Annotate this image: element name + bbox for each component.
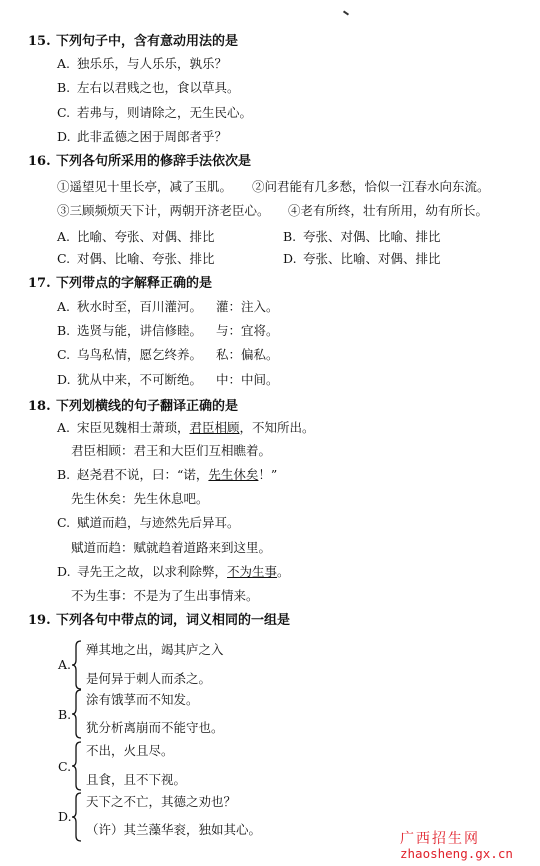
q15-option-d[interactable] xyxy=(57,128,227,146)
option-text: 夸张、比喻、对偶、排比 xyxy=(303,251,441,266)
option-label: B. xyxy=(57,80,71,95)
q19-option-c-label[interactable]: C. xyxy=(58,759,72,774)
option-label: C. xyxy=(57,347,71,362)
option-label: C. xyxy=(57,251,71,266)
option-text: 独乐乐，与人乐乐，孰乐？ xyxy=(77,56,228,71)
option-text: 夸张、对偶、比喻、排比 xyxy=(303,229,441,244)
question-number: 18. xyxy=(28,399,51,414)
q18-option-c[interactable] xyxy=(57,514,240,532)
option-text: 乌鸟私情，愿乞终养。 xyxy=(77,347,203,362)
watermark-url: zhaosheng.gx.cn xyxy=(400,846,513,861)
q18-option-d[interactable] xyxy=(57,563,290,581)
option-text: 。 xyxy=(277,564,290,579)
option-text: 此非孟德之困于周郎者乎？ xyxy=(77,129,228,144)
q16-sentence-1: ①遥望见十里长亭，减了玉肌。 xyxy=(57,179,233,194)
option-text: 宋臣见魏相士萧琐， xyxy=(77,420,190,435)
option-label: C. xyxy=(57,105,71,120)
q18-option-a-translation: 君臣相顾：君王和大臣们互相瞧着。 xyxy=(71,443,272,458)
option-text: 对偶、比喻、夸张、排比 xyxy=(77,251,215,266)
underlined-phrase: 先生休矣 xyxy=(208,467,259,482)
brace-icon xyxy=(72,792,82,842)
q17-option-c[interactable] xyxy=(57,346,279,364)
question-number: 16. xyxy=(28,154,51,169)
q17-option-a[interactable] xyxy=(57,298,279,316)
watermark-site-name: 广西招生网 xyxy=(400,831,480,847)
option-label: C. xyxy=(57,515,71,530)
q16-option-b[interactable] xyxy=(283,228,441,246)
option-gloss: 灌：注入。 xyxy=(216,299,279,314)
option-label: B. xyxy=(57,467,71,482)
question-19-stem xyxy=(28,612,290,630)
question-text: 下列带点的字解释正确的是 xyxy=(56,276,213,291)
option-gloss: 与：宜将。 xyxy=(216,323,279,338)
option-label: A. xyxy=(57,420,71,435)
option-label: B. xyxy=(57,323,71,338)
question-text: 下列各句中带点的词，词义相同的一组是 xyxy=(56,613,291,628)
brace-icon xyxy=(72,640,82,690)
q16-sentence-4: ④老有所终，壮有所用，幼有所长。 xyxy=(288,203,489,218)
question-number: 15. xyxy=(28,34,51,49)
question-text: 下列划横线的句子翻译正确的是 xyxy=(56,399,239,414)
option-text: ，不知所出。 xyxy=(239,420,315,435)
q16-option-a[interactable] xyxy=(57,228,215,246)
brace-icon xyxy=(72,689,82,739)
q19-option-b-label[interactable]: B. xyxy=(58,707,72,722)
q19-option-b-top: 涂有饿莩而不知发。 xyxy=(86,692,199,707)
q16-option-c[interactable] xyxy=(57,250,215,268)
option-gloss: 中：中间。 xyxy=(216,372,279,387)
option-label: D. xyxy=(57,372,71,387)
q19-option-a-top: 殚其地之出，竭其庐之入 xyxy=(86,642,224,657)
option-text: 犹从中来，不可断绝。 xyxy=(77,372,203,387)
q19-option-d-top: 天下之不亡，其德之劝也？ xyxy=(86,794,237,809)
q19-option-a-label[interactable]: A. xyxy=(58,657,72,672)
stray-mark xyxy=(343,10,349,15)
q18-option-b[interactable] xyxy=(57,466,277,484)
option-text: 秋水时至，百川灌河。 xyxy=(77,299,203,314)
question-number: 19. xyxy=(28,613,51,628)
option-text: 赵尧君不说，曰：“诺， xyxy=(77,467,209,482)
underlined-phrase: 君臣相顾 xyxy=(189,420,240,435)
option-label: D. xyxy=(283,251,297,266)
q18-option-a[interactable] xyxy=(57,419,315,437)
q19-option-b-bottom: 犹分析离崩而不能守也。 xyxy=(86,720,224,735)
option-label: A. xyxy=(57,229,71,244)
q19-option-c-bottom: 且食，且不下视。 xyxy=(86,772,187,787)
option-label: A. xyxy=(57,299,71,314)
q15-option-c[interactable] xyxy=(57,104,252,122)
q16-option-d[interactable] xyxy=(283,250,441,268)
option-text: 选贤与能，讲信修睦。 xyxy=(77,323,203,338)
q19-option-d-bottom: （许）其兰藻华衮，独如其心。 xyxy=(86,822,262,837)
q15-option-b[interactable] xyxy=(57,79,240,97)
q17-option-b[interactable] xyxy=(57,322,279,340)
option-text: 寻先王之故，以求利除弊， xyxy=(77,564,228,579)
option-text: 若弗与，则请除之，无生民心。 xyxy=(77,105,253,120)
question-17-stem xyxy=(28,275,212,293)
q17-option-d[interactable] xyxy=(57,371,279,389)
option-label: A. xyxy=(57,56,71,71)
option-text: ！” xyxy=(258,467,278,482)
q18-option-c-translation: 赋道而趋：赋就趋着道路来到这里。 xyxy=(71,540,272,555)
underlined-phrase: 不为生事 xyxy=(227,564,278,579)
option-gloss: 私：偏私。 xyxy=(216,347,279,362)
option-label: B. xyxy=(283,229,297,244)
question-18-stem xyxy=(28,398,238,416)
q19-option-c-top: 不出，火且尽。 xyxy=(86,743,174,758)
q19-option-a-bottom: 是何异于刺人而杀之。 xyxy=(86,671,212,686)
q16-sentence-3: ③三顾频烦天下计，两朝开济老臣心。 xyxy=(57,203,270,218)
brace-icon xyxy=(72,741,82,791)
question-text: 下列句子中，含有意动用法的是 xyxy=(56,34,239,49)
option-label: D. xyxy=(57,564,71,579)
question-16-stem xyxy=(28,153,251,171)
question-15-stem xyxy=(28,33,238,51)
q18-option-b-translation: 先生休矣：先生休息吧。 xyxy=(71,491,209,506)
q15-option-a[interactable] xyxy=(57,55,227,73)
q19-option-d-label[interactable]: D. xyxy=(58,809,72,824)
q16-sentence-2: ②问君能有几多愁，恰似一江春水向东流。 xyxy=(252,179,490,194)
q18-option-d-translation: 不为生事：不是为了生出事情来。 xyxy=(71,588,259,603)
option-label: D. xyxy=(57,129,71,144)
question-text: 下列各句所采用的修辞手法依次是 xyxy=(56,154,252,169)
option-text: 左右以君贱之也，食以草具。 xyxy=(77,80,240,95)
option-text: 赋道而趋，与迹然先后异耳。 xyxy=(77,515,240,530)
question-number: 17. xyxy=(28,276,51,291)
option-text: 比喻、夸张、对偶、排比 xyxy=(77,229,215,244)
